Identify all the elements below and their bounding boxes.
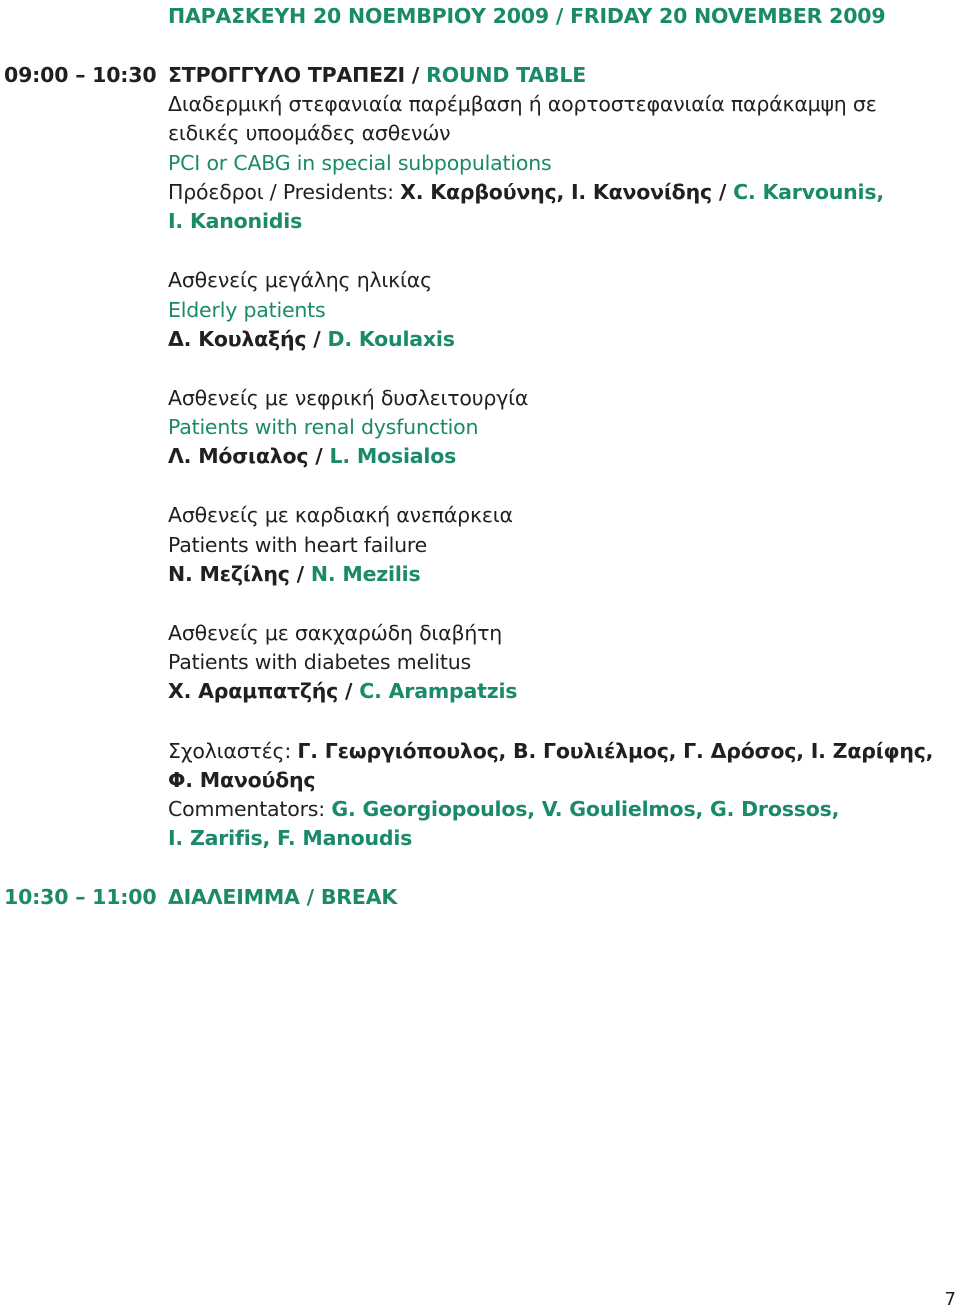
speaker-english: L. Mosialos: [329, 444, 457, 468]
break-label: ΔΙΑΛΕΙΜΜΑ / BREAK: [168, 885, 398, 909]
page-number: 7: [944, 1289, 956, 1310]
talk-title-greek: Ασθενείς με καρδιακή ανεπάρκεια: [168, 503, 513, 527]
presidents-label: Πρόεδροι / Presidents:: [168, 180, 401, 204]
date-english: FRIDAY 20 NOVEMBER 2009: [570, 4, 886, 28]
presidents-greek: Χ. Καρβούνης, Ι. Κανονίδης: [400, 180, 712, 204]
break-time: 10:30 – 11:00: [4, 885, 157, 909]
date-separator: /: [548, 4, 571, 28]
session-type-separator: /: [404, 63, 427, 87]
commentators-label-english: Commentators:: [168, 797, 332, 821]
talk-speaker: [168, 326, 455, 352]
session-type: [168, 62, 586, 88]
speaker-separator: /: [308, 444, 330, 468]
commentators-greek: [168, 738, 933, 764]
commentators-label-greek: Σχολιαστές:: [168, 739, 298, 763]
speaker-english: D. Koulaxis: [327, 327, 455, 351]
commentators-names-english-2: I. Zarifis, F. Manoudis: [168, 826, 413, 850]
speaker-greek: Δ. Κουλαξής: [168, 327, 307, 351]
commentators-names-greek-1: Γ. Γεωργιόπουλος, Β. Γουλιέλμος, Γ. Δρόσος, Ι. Ζαρίφης,: [297, 739, 934, 763]
session-title-greek-2: ειδικές υποομάδες ασθενών: [168, 121, 451, 145]
speaker-english: N. Mezilis: [310, 562, 421, 586]
talk-speaker: [168, 678, 517, 704]
session-title-english: PCI or CABG in special subpopulations: [168, 151, 552, 175]
talk-title-english: Patients with renal dysfunction: [168, 415, 479, 439]
talk-speaker: [168, 443, 456, 469]
commentators-english: [168, 796, 839, 822]
speaker-greek: Λ. Μόσιαλος: [168, 444, 309, 468]
session-type-greek: ΣΤΡΟΓΓΥΛΟ ΤΡΑΠΕΖΙ: [168, 63, 405, 87]
talk-title-english: Patients with heart failure: [168, 533, 428, 557]
talk-title-greek: Ασθενείς με σακχαρώδη διαβήτη: [168, 621, 503, 645]
talk-speaker: [168, 561, 421, 587]
presidents: [168, 179, 884, 205]
presidents-english-2: I. Kanonidis: [168, 209, 303, 233]
talk-title-greek: Ασθενείς μεγάλης ηλικίας: [168, 268, 432, 292]
speaker-separator: /: [289, 562, 311, 586]
talk-title-greek: Ασθενείς με νεφρική δυσλειτουργία: [168, 386, 529, 410]
session-type-english: ROUND TABLE: [426, 63, 587, 87]
speaker-separator: /: [306, 327, 328, 351]
session-time: 09:00 – 10:30: [4, 63, 157, 87]
presidents-separator: /: [711, 180, 734, 204]
talk-title-english: Elderly patients: [168, 298, 326, 322]
speaker-greek: Ν. Μεζίλης: [168, 562, 290, 586]
talk-title-english: Patients with diabetes melitus: [168, 650, 472, 674]
session-title-greek-1: Διαδερμική στεφανιαία παρέμβαση ή αορτοστεφανιαία παράκαμψη σε: [168, 92, 877, 116]
page-title: [168, 3, 885, 29]
speaker-separator: /: [338, 679, 360, 703]
speaker-english: C. Arampatzis: [359, 679, 518, 703]
commentators-names-english-1: G. Georgiopoulos, V. Goulielmos, G. Drossos,: [331, 797, 840, 821]
speaker-greek: Χ. Αραμπατζής: [168, 679, 339, 703]
commentators-names-greek-2: Φ. Μανούδης: [168, 768, 316, 792]
date-greek: ΠΑΡΑΣΚΕΥΗ 20 ΝΟΕΜΒΡΙΟΥ 2009: [168, 4, 549, 28]
presidents-english-1: C. Karvounis,: [733, 180, 884, 204]
